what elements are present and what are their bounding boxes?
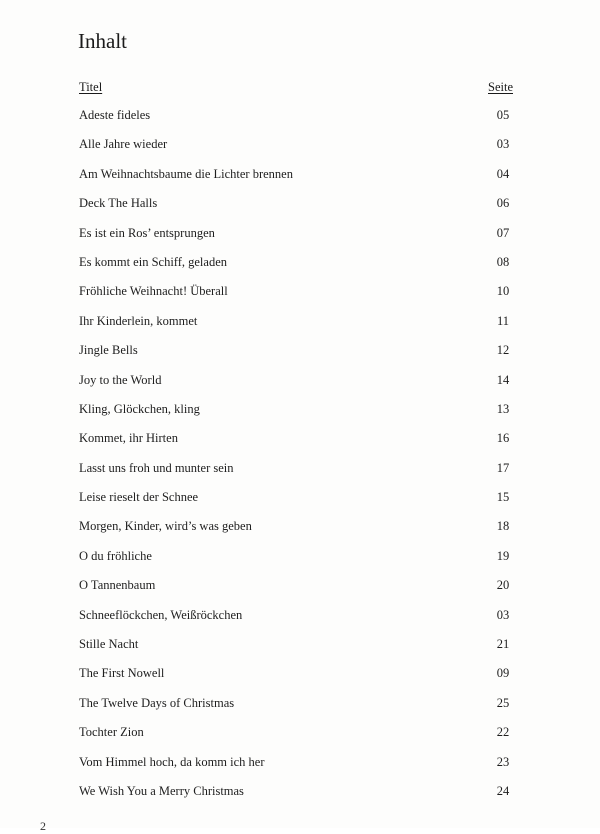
toc-entry-page: 19 bbox=[496, 548, 510, 563]
toc-entry-title: Tochter Zion bbox=[79, 725, 144, 740]
column-header-page: Seite bbox=[488, 80, 513, 94]
toc-entry-title: Jingle Bells bbox=[79, 343, 138, 358]
toc-entry-page: 14 bbox=[496, 372, 510, 387]
toc-entry-page: 22 bbox=[496, 725, 510, 740]
toc-entry bbox=[0, 336, 600, 365]
toc-entry bbox=[0, 307, 600, 336]
toc-entry-title: Kommet, ihr Hirten bbox=[79, 431, 178, 446]
toc-entry-page: 17 bbox=[496, 460, 510, 475]
toc-entry-title: O du fröhliche bbox=[79, 548, 152, 563]
toc-entry bbox=[0, 718, 600, 747]
toc-entry-title: Leise rieselt der Schnee bbox=[79, 490, 199, 505]
toc-entry bbox=[0, 601, 600, 630]
toc-entry-title: Alle Jahre wieder bbox=[79, 137, 168, 152]
toc-entry-page: 07 bbox=[496, 225, 510, 240]
toc-entry bbox=[0, 160, 600, 189]
toc-entry bbox=[0, 248, 600, 277]
toc-entry-page: 23 bbox=[496, 754, 510, 769]
page-title: Inhalt bbox=[78, 29, 127, 53]
toc-entry bbox=[0, 395, 600, 424]
toc-entry-title: Ihr Kinderlein, kommet bbox=[79, 313, 198, 328]
toc-entry-title: Deck The Halls bbox=[79, 196, 158, 211]
page-number: 2 bbox=[40, 819, 46, 833]
toc-entry-page: 06 bbox=[496, 196, 510, 211]
toc-entry bbox=[0, 748, 600, 777]
toc-entry-page: 20 bbox=[496, 578, 510, 593]
toc-entry-page: 09 bbox=[496, 666, 510, 681]
toc-entry-title: Lasst uns froh und munter sein bbox=[79, 460, 234, 475]
toc-entry-page: 15 bbox=[496, 490, 510, 505]
toc-entry-title: O Tannenbaum bbox=[79, 578, 156, 593]
toc-entry-title: Kling, Glöckchen, kling bbox=[79, 401, 200, 416]
toc-entry-page: 21 bbox=[496, 637, 510, 652]
toc-entry-title: Schneeflöckchen, Weißröckchen bbox=[79, 607, 243, 622]
toc-entry-title: Fröhliche Weihnacht! Überall bbox=[79, 284, 228, 299]
toc-entry-page: 03 bbox=[496, 137, 510, 152]
toc-entry bbox=[0, 777, 600, 806]
toc-entry bbox=[0, 689, 600, 718]
toc-entry-title: Es ist ein Ros’ entsprungen bbox=[79, 225, 215, 240]
toc-entry-title: Vom Himmel hoch, da komm ich her bbox=[79, 754, 265, 769]
toc-entry bbox=[0, 483, 600, 512]
toc-entry-title: We Wish You a Merry Christmas bbox=[79, 783, 244, 798]
toc-entry bbox=[0, 130, 600, 159]
toc-entry bbox=[0, 424, 600, 453]
toc-entry-title: Stille Nacht bbox=[79, 637, 139, 652]
toc-entry-page: 10 bbox=[496, 284, 510, 299]
toc-entry-title: Joy to the World bbox=[79, 372, 162, 387]
toc-entry bbox=[0, 454, 600, 483]
toc-entry-page: 25 bbox=[496, 695, 510, 710]
toc-entry-title: Es kommt ein Schiff, geladen bbox=[79, 254, 228, 269]
table-of-contents bbox=[0, 101, 600, 806]
toc-entry-page: 08 bbox=[496, 254, 510, 269]
toc-entry-page: 11 bbox=[496, 313, 510, 328]
toc-entry-title: Am Weihnachtsbaume die Lichter brennen bbox=[79, 166, 293, 181]
toc-entry bbox=[0, 101, 600, 130]
toc-entry-page: 03 bbox=[496, 607, 510, 622]
toc-entry-title: The Twelve Days of Christmas bbox=[79, 695, 235, 710]
toc-entry-page: 18 bbox=[496, 519, 510, 534]
column-header-title: Titel bbox=[79, 80, 103, 94]
toc-entry-title: The First Nowell bbox=[79, 666, 165, 681]
toc-entry-page: 05 bbox=[496, 108, 510, 122]
toc-entry bbox=[0, 219, 600, 248]
toc-entry-title: Morgen, Kinder, wird’s was geben bbox=[79, 519, 252, 534]
toc-entry bbox=[0, 630, 600, 659]
toc-entry bbox=[0, 366, 600, 395]
toc-entry-page: 24 bbox=[496, 783, 510, 798]
toc-entry-page: 04 bbox=[496, 166, 510, 181]
toc-entry bbox=[0, 571, 600, 600]
toc-entry-page: 13 bbox=[496, 401, 510, 416]
toc-entry-page: 12 bbox=[496, 343, 510, 358]
toc-entry-title: Adeste fideles bbox=[79, 108, 151, 122]
toc-entry bbox=[0, 542, 600, 571]
toc-entry bbox=[0, 659, 600, 688]
toc-entry-page: 16 bbox=[496, 431, 510, 446]
toc-entry bbox=[0, 512, 600, 541]
toc-entry bbox=[0, 277, 600, 306]
toc-entry bbox=[0, 189, 600, 218]
